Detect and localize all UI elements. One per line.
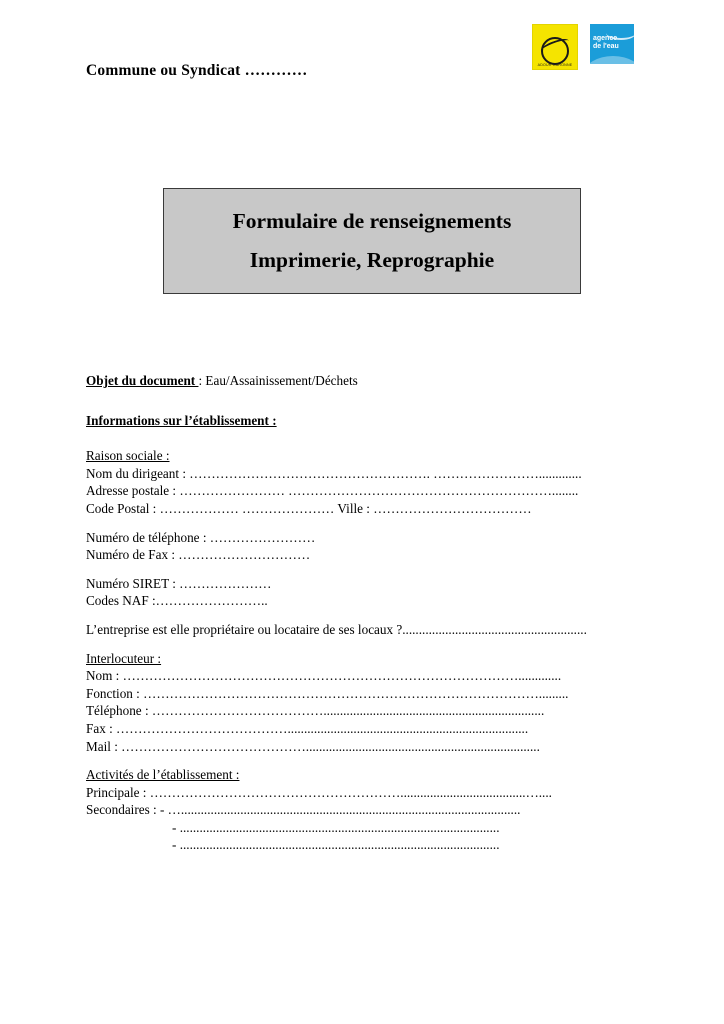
section-activites-label: Activités de l’établissement : (86, 767, 240, 783)
spacer (86, 610, 658, 621)
field-adresse-postale: Adresse postale : …………………… ……………………………………………………........ (86, 483, 579, 499)
field-activite-secondaire-2: - ................................................................................................. (172, 819, 500, 835)
section-informations-etablissement-label: Informations sur l’établissement : (86, 412, 277, 428)
section-interlocuteur-label: Interlocuteur : (86, 650, 162, 666)
field-interlocuteur-nom: Nom : ………………………………………………………………………………............. (86, 668, 562, 684)
page-header-commune: Commune ou Syndicat ………… (86, 62, 308, 79)
logo-adour-garonne-icon (532, 24, 578, 70)
spacer (86, 518, 658, 529)
section-informations-etablissement (86, 412, 658, 430)
field-codes-naf: Codes NAF :…………………….. (86, 593, 268, 609)
spacer (86, 639, 658, 650)
title-line-1: Formulaire de renseignements (232, 209, 512, 233)
field-interlocuteur-fax: Fax : …………………………………......................................................................... (86, 720, 529, 736)
section-activites-etablissement (86, 766, 658, 784)
field-interlocuteur-mail: Mail : ……………………………………....................................................................... (86, 738, 540, 754)
section-interlocuteur (86, 650, 658, 668)
logo-agence-de-leau-icon (590, 24, 634, 64)
title-line-2: Imprimerie, Reprographie (249, 248, 495, 272)
document-body (86, 372, 658, 854)
field-code-postal-ville: Code Postal : ……………… ………………… Ville : ……………………………… (86, 500, 532, 516)
logo-agence-line1: agence (593, 35, 618, 42)
field-raison-sociale-label: Raison sociale : (86, 448, 170, 464)
field-numero-siret: Numéro SIRET : ………………… (86, 575, 272, 591)
field-activite-secondaire-3: - ................................................................................................. (172, 837, 500, 853)
objet-du-document-row (86, 372, 658, 390)
field-raison-sociale (86, 447, 658, 465)
spacer (86, 755, 658, 766)
spacer (86, 429, 658, 447)
field-nom-dirigeant: Nom du dirigeant : ………………………………………………. ……………………............. (86, 465, 582, 481)
field-activites-secondaires: Secondaires : - …....................................................................................................... (86, 802, 521, 818)
field-interlocuteur-fonction: Fonction : ………………………………………………………………………………......... (86, 685, 569, 701)
field-numero-fax: Numéro de Fax : ………………………… (86, 547, 311, 563)
objet-du-document-label: Objet du document (86, 373, 199, 388)
spacer (86, 564, 658, 575)
spacer (86, 390, 658, 412)
field-interlocuteur-telephone: Téléphone : …………………………………................................................................... (86, 703, 545, 719)
logo-adour-garonne-caption: ADOUR GARONNE (537, 63, 573, 67)
field-activite-principale: Principale : …………………………………………………......................................….... (86, 784, 552, 800)
field-numero-telephone: Numéro de téléphone : …………………… (86, 529, 316, 545)
field-proprietaire-locataire: L’entreprise est elle propriétaire ou locataire de ses locaux ?........................................................ (86, 621, 587, 637)
logo-wave-bottom-shape (590, 56, 634, 64)
logo-group (532, 24, 634, 70)
logo-agence-line2: de l'eau (593, 43, 619, 50)
objet-du-document-value: : Eau/Assainissement/Déchets (198, 373, 358, 388)
title-box (163, 188, 581, 294)
